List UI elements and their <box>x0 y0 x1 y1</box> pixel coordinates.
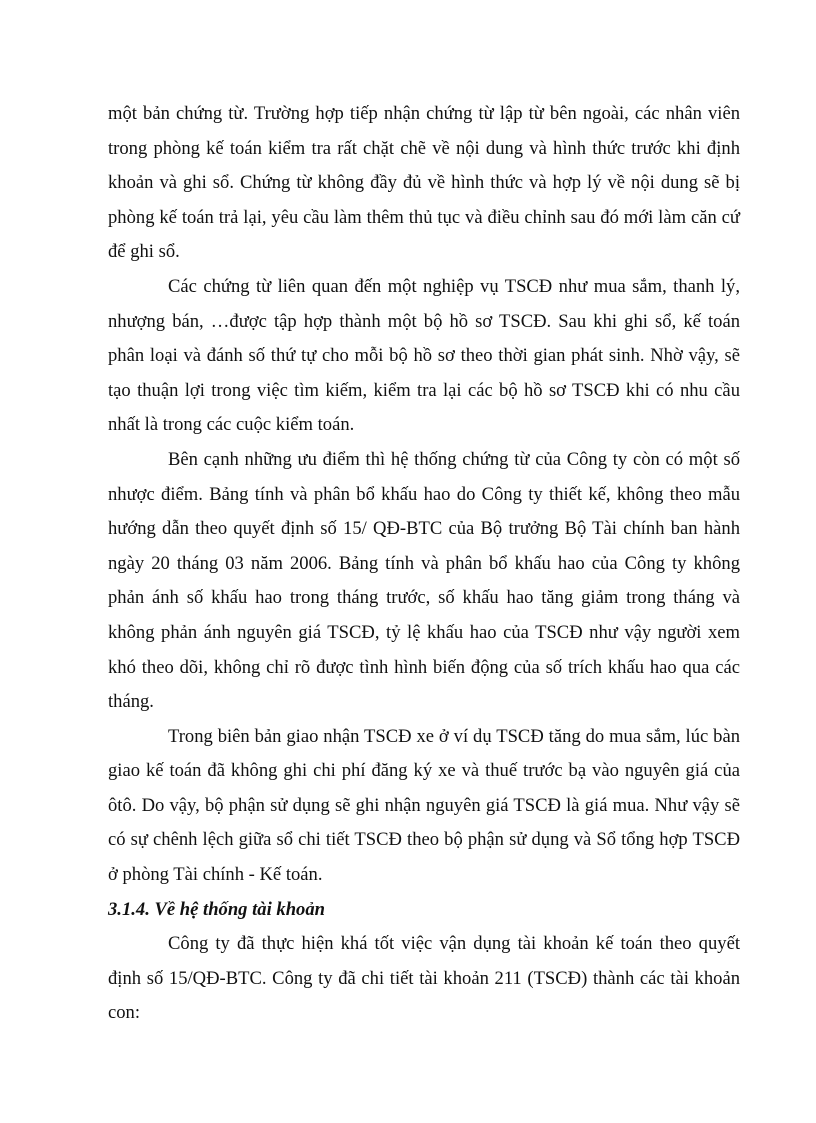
paragraph-document-set: Các chứng từ liên quan đến một nghiệp vụ TSCĐ như mua sắm, thanh lý, nhượng bán, …được tập hợp thành một bộ hồ sơ TSCĐ. Sau khi ghi sổ, kế toán phân loại và đánh số thứ tự cho mỗi bộ hồ sơ theo thời gian phát sinh. Nhờ vậy, sẽ tạo thuận lợi trong việc tìm kiếm, kiểm tra lại các bộ hồ sơ TSCĐ khi có nhu cầu nhất là trong các cuộc kiểm toán. <box>108 275 740 436</box>
paragraph-accounts: Công ty đã thực hiện khá tốt việc vận dụng tài khoản kế toán theo quyết định số 15/QĐ-BTC. Công ty đã chi tiết tài khoản 211 (TSCĐ) thành các tài khoản con: <box>108 933 740 1024</box>
document-body <box>108 97 740 1031</box>
paragraph-handover: Trong biên bản giao nhận TSCĐ xe ở ví dụ TSCĐ tăng do mua sắm, lúc bàn giao kế toán đã không ghi chi phí đăng ký xe và thuế trước bạ vào nguyên giá của ôtô. Do vậy, bộ phận sử dụng sẽ ghi nhận nguyên giá TSCĐ là giá mua. Như vậy sẽ có sự chênh lệch giữa sổ chi tiết TSCĐ theo bộ phận sử dụng và Sổ tổng hợp TSCĐ ở phòng Tài chính - Kế toán. <box>108 725 740 886</box>
section-heading: 3.1.4. Về hệ thống tài khoản <box>108 898 325 920</box>
paragraph-weaknesses: Bên cạnh những ưu điểm thì hệ thống chứng từ của Công ty còn có một số nhược điểm. Bảng tính và phân bổ khấu hao do Công ty thiết kế, không theo mẫu hướng dẫn theo quyết định số 15/ QĐ-BTC của Bộ trưởng Bộ Tài chính ban hành ngày 20 tháng 03 năm 2006. Bảng tính và phân bổ khấu hao của Công ty không phản ánh số khấu hao trong tháng trước, số khấu hao tăng giảm trong tháng và không phản ánh nguyên giá TSCĐ, tỷ lệ khấu hao của TSCĐ như vậy người xem khó theo dõi, không chỉ rõ được tình hình biến động của số trích khấu hao qua các tháng. <box>108 448 740 713</box>
paragraph-continuation: một bản chứng từ. Trường hợp tiếp nhận chứng từ lập từ bên ngoài, các nhân viên trong phòng kế toán kiểm tra rất chặt chẽ về nội dung và hình thức trước khi định khoản và ghi sổ. Chứng từ không đầy đủ về hình thức và hợp lý về nội dung sẽ bị phòng kế toán trả lại, yêu cầu làm thêm thủ tục và điều chỉnh sau đó mới làm căn cứ để ghi sổ. <box>108 103 740 263</box>
